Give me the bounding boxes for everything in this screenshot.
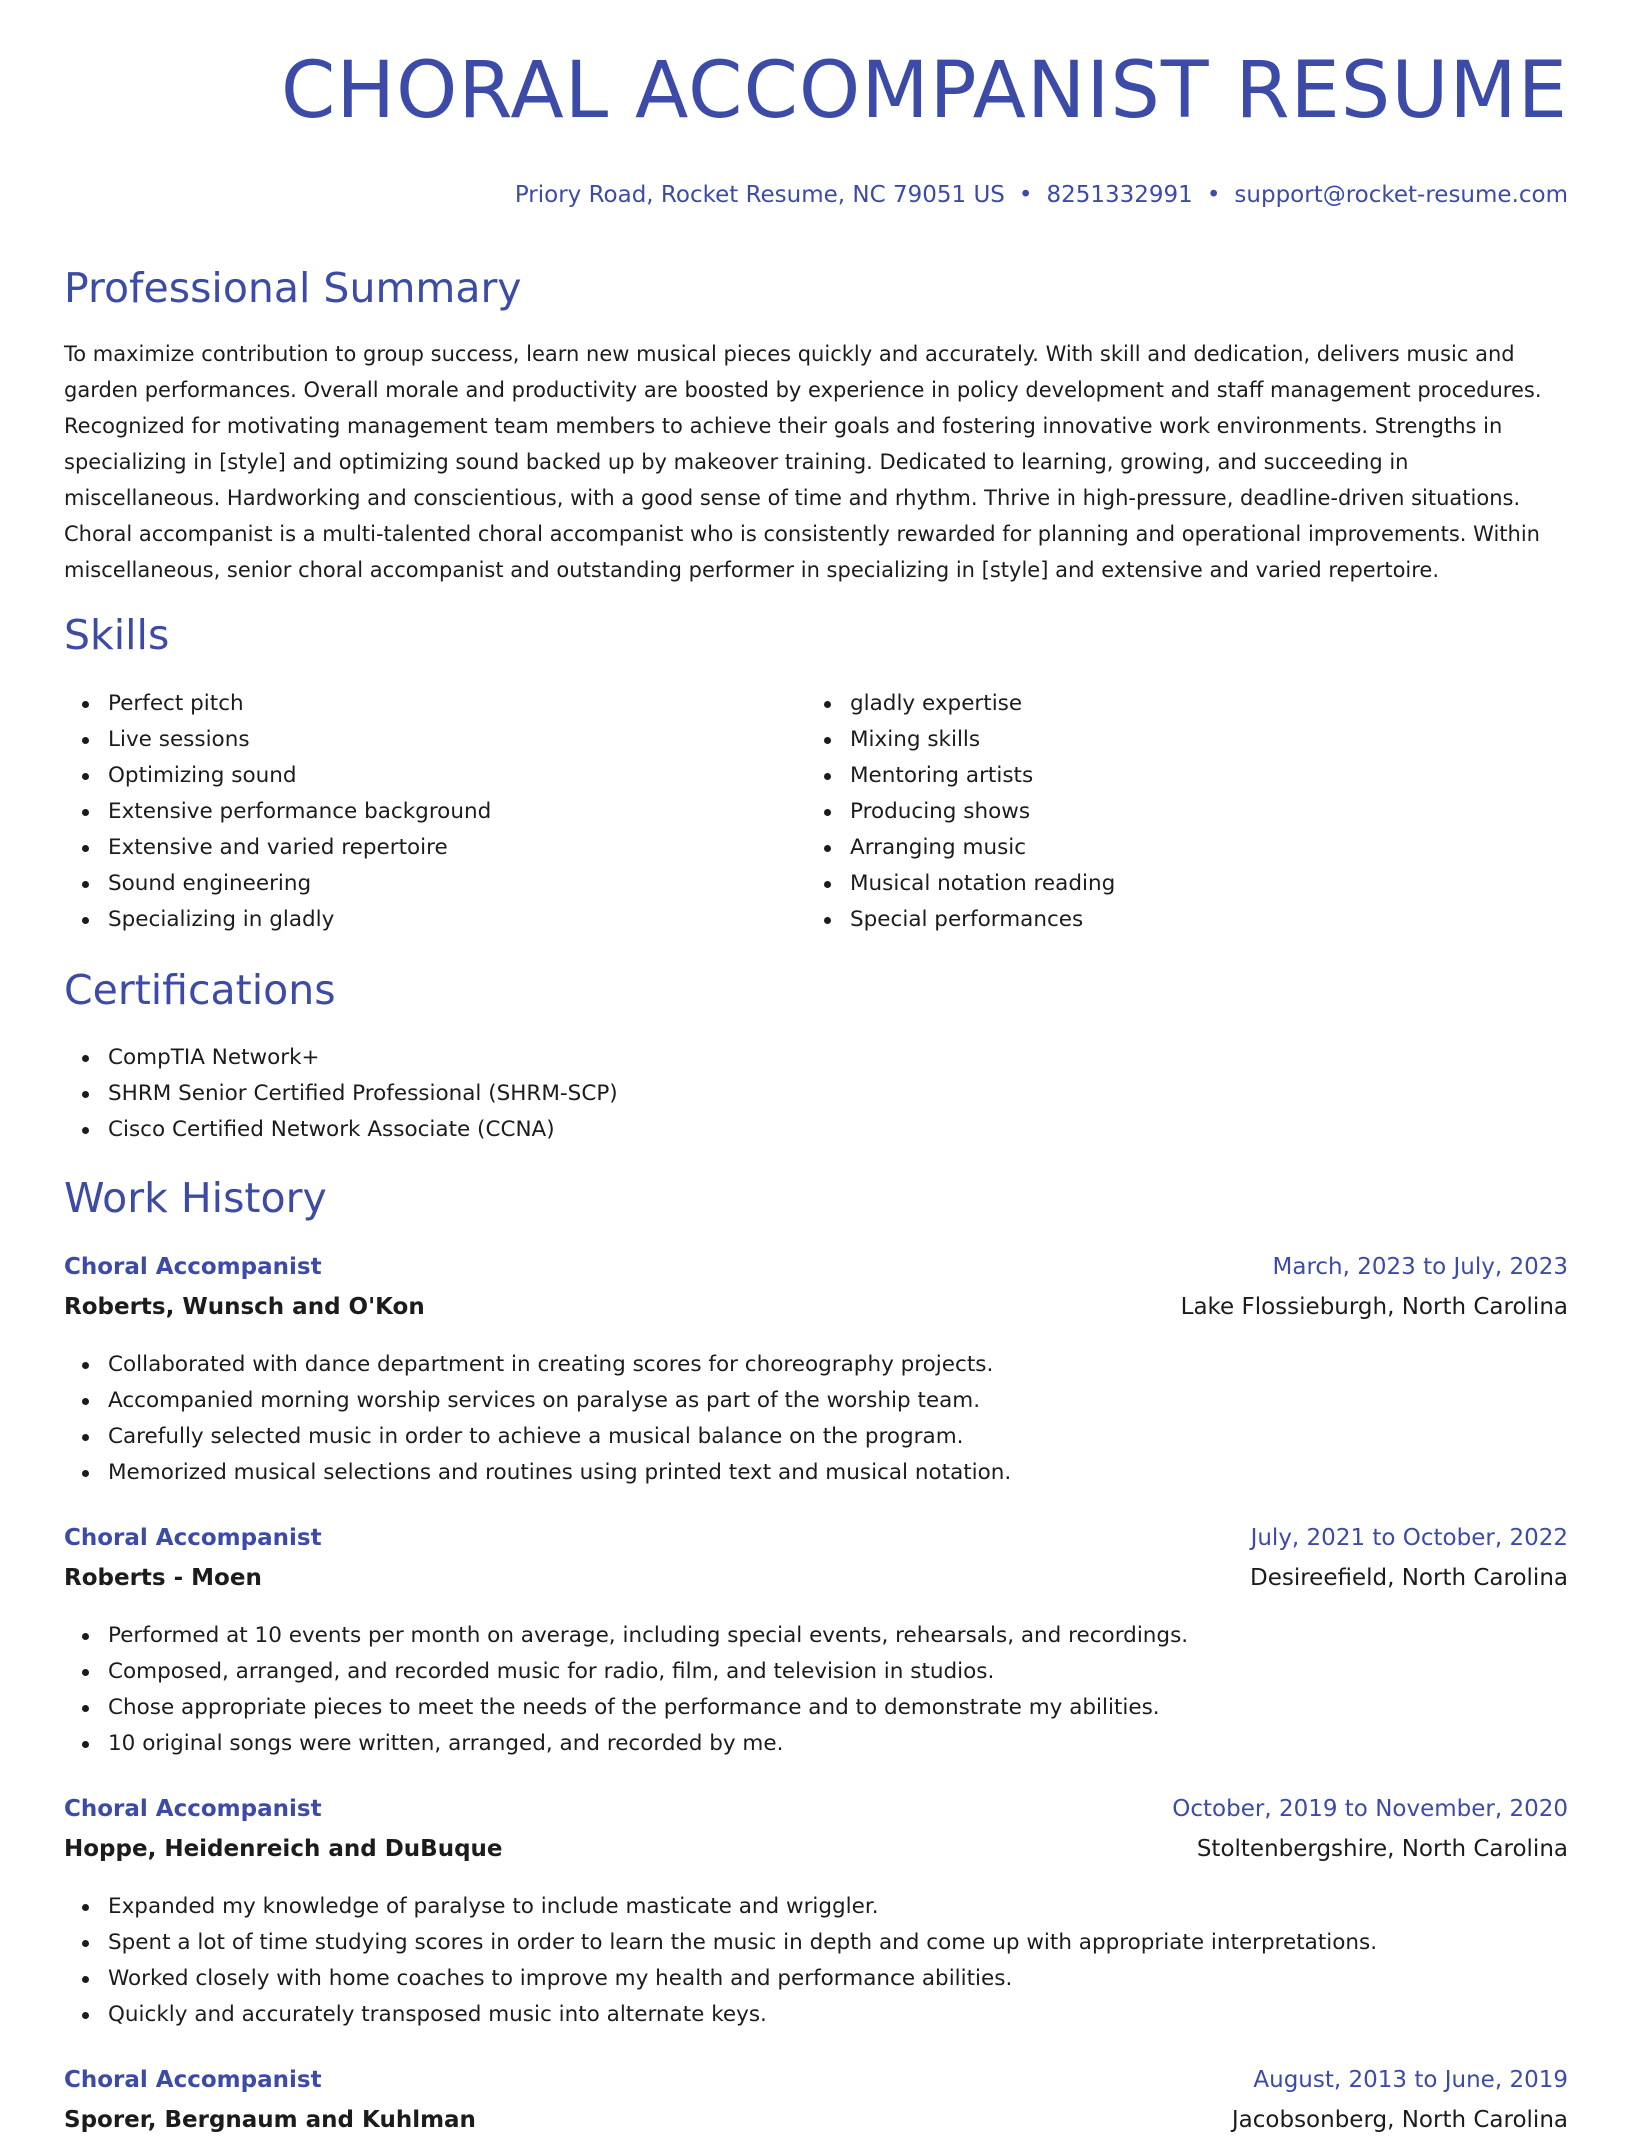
job-bullet: Accompanied morning worship services on paralyse as part of the worship team. [64, 1383, 1568, 1419]
job-bullet: Chose appropriate pieces to meet the needs of the performance and to demonstrate my abilities. [64, 1690, 1568, 1726]
job-subheader [64, 1565, 1568, 1605]
certifications-list [64, 1040, 618, 1148]
resume-title: CHORAL ACCOMPANIST RESUME [280, 46, 1568, 136]
job-dates: March, 2023 to July, 2023 [1272, 1254, 1568, 1280]
job-entry [64, 1254, 1568, 1491]
job-entry [64, 2067, 1568, 2147]
job-title: Choral Accompanist [64, 1254, 322, 1280]
job-title: Choral Accompanist [64, 1796, 322, 1822]
job-bullet: Spent a lot of time studying scores in order to learn the music in depth and come up with appropriate interpretations. [64, 1925, 1568, 1961]
certification-item: CompTIA Network+ [64, 1040, 618, 1076]
job-bullets [64, 1618, 1568, 1762]
contact-address: Priory Road, Rocket Resume, NC 79051 US [514, 182, 1005, 208]
skill-item: Extensive and varied repertoire [64, 830, 491, 866]
contact-email: support@rocket-resume.com [1234, 182, 1568, 208]
skill-item: gladly expertise [806, 686, 1115, 722]
job-bullets [64, 1347, 1568, 1491]
job-title: Choral Accompanist [64, 2067, 322, 2093]
job-dates: August, 2013 to June, 2019 [1253, 2067, 1568, 2093]
job-location: Stoltenbergshire, North Carolina [1196, 1836, 1568, 1862]
job-location: Jacobsonberg, North Carolina [1231, 2107, 1568, 2133]
job-location: Desireefield, North Carolina [1249, 1565, 1568, 1591]
skill-item: Live sessions [64, 722, 491, 758]
job-company: Hoppe, Heidenreich and DuBuque [64, 1836, 503, 1862]
contact-line [515, 182, 1568, 210]
skill-item: Producing shows [806, 794, 1115, 830]
job-bullet: Expanded my knowledge of paralyse to include masticate and wriggler. [64, 1889, 1568, 1925]
skills-list-left [64, 686, 491, 938]
job-dates: October, 2019 to November, 2020 [1172, 1796, 1568, 1822]
certifications-heading: Certifications [64, 966, 336, 1014]
job-company: Roberts - Moen [64, 1565, 262, 1591]
job-subheader [64, 1294, 1568, 1334]
job-header [64, 1796, 1568, 1836]
certification-item: Cisco Certified Network Associate (CCNA) [64, 1112, 618, 1148]
contact-separator: • [1206, 182, 1221, 208]
skill-item: Mixing skills [806, 722, 1115, 758]
work-history-heading: Work History [64, 1174, 327, 1222]
job-entry [64, 1796, 1568, 2033]
job-company: Roberts, Wunsch and O'Kon [64, 1294, 425, 1320]
job-bullet: Collaborated with dance department in creating scores for choreography projects. [64, 1347, 1568, 1383]
job-bullet: Carefully selected music in order to achieve a musical balance on the program. [64, 1419, 1568, 1455]
skill-item: Sound engineering [64, 866, 491, 902]
job-title: Choral Accompanist [64, 1525, 322, 1551]
job-bullet: Performed at 10 events per month on average, including special events, rehearsals, and recordings. [64, 1618, 1568, 1654]
skill-item: Extensive performance background [64, 794, 491, 830]
job-subheader [64, 1836, 1568, 1876]
job-location: Lake Flossieburgh, North Carolina [1180, 1294, 1568, 1320]
job-bullets [64, 1889, 1568, 2033]
job-bullet: Memorized musical selections and routines using printed text and musical notation. [64, 1455, 1568, 1491]
job-header [64, 2067, 1568, 2107]
skill-item: Special performances [806, 902, 1115, 938]
job-entry [64, 1525, 1568, 1762]
job-bullet: Quickly and accurately transposed music into alternate keys. [64, 1997, 1568, 2033]
job-header [64, 1254, 1568, 1294]
skill-item: Perfect pitch [64, 686, 491, 722]
job-bullet: 10 original songs were written, arranged, and recorded by me. [64, 1726, 1568, 1762]
skill-item: Optimizing sound [64, 758, 491, 794]
skills-list-right [806, 686, 1115, 938]
certification-item: SHRM Senior Certified Professional (SHRM-SCP) [64, 1076, 618, 1112]
skill-item: Musical notation reading [806, 866, 1115, 902]
job-dates: July, 2021 to October, 2022 [1250, 1525, 1568, 1551]
contact-separator: • [1018, 182, 1033, 208]
job-company: Sporer, Bergnaum and Kuhlman [64, 2107, 476, 2133]
job-subheader [64, 2107, 1568, 2147]
skill-item: Mentoring artists [806, 758, 1115, 794]
skills-heading: Skills [64, 611, 170, 659]
skill-item: Specializing in gladly [64, 902, 491, 938]
summary-heading: Professional Summary [64, 264, 522, 312]
job-bullet: Composed, arranged, and recorded music for radio, film, and television in studios. [64, 1654, 1568, 1690]
job-bullet: Worked closely with home coaches to improve my health and performance abilities. [64, 1961, 1568, 1997]
job-header [64, 1525, 1568, 1565]
summary-text: To maximize contribution to group success, learn new musical pieces quickly and accurately. With skill and dedication, delivers music and garden performances. Overall morale and productivity are boosted by experience in policy development and staff management procedures. Recognized for motivating management team members to achieve their goals and fostering innovative work environments. Strengths in specializing in [style] and optimizing sound backed up by makeover training. Dedicated to learning, growing, and succeeding in miscellaneous. Hardworking and conscientious, with a good sense of time and rhythm. Thrive in high-pressure, deadline-driven situations. Choral accompanist is a multi-talented choral accompanist who is consistently rewarded for planning and operational improvements. Within miscellaneous, senior choral accompanist and outstanding performer in specializing in [style] and extensive and varied repertoire. [64, 342, 1542, 582]
contact-phone: 8251332991 [1046, 182, 1193, 208]
skill-item: Arranging music [806, 830, 1115, 866]
